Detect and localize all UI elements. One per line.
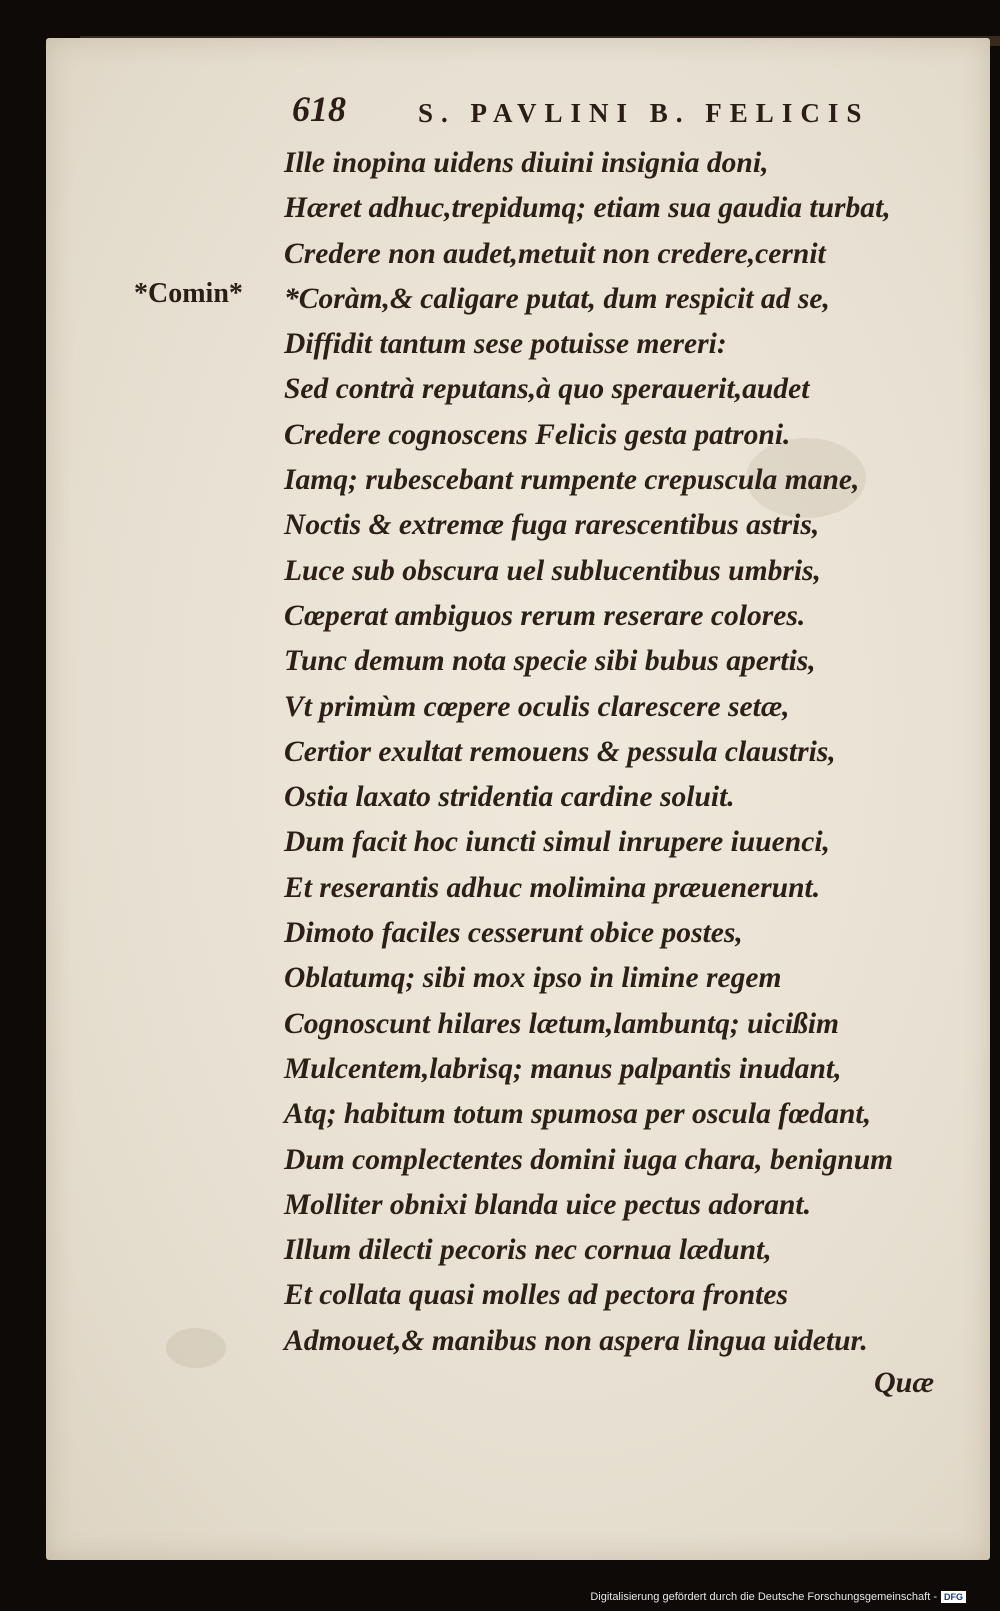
verse-text bbox=[284, 140, 964, 1363]
verse-line: Oblatumq; sibi mox ipso in limine regem bbox=[284, 961, 782, 995]
verse-line: Mulcentem,labrisq; manus palpantis inudant, bbox=[284, 1051, 842, 1085]
credit-text: Digitalisierung gefördert durch die Deutsche Forschungsgemeinschaft - bbox=[590, 1591, 937, 1603]
dfg-logo: DFG bbox=[941, 1591, 966, 1603]
verse-line: Et reserantis adhuc molimina præuenerunt. bbox=[284, 870, 821, 904]
verse-line: Illum dilecti pecoris nec cornua lædunt, bbox=[284, 1233, 772, 1267]
verse-line: Diffidit tantum sese potuisse mereri: bbox=[284, 327, 727, 361]
verse-line: Noctis & extremæ fuga rarescentibus astris, bbox=[284, 508, 820, 542]
page-number: 618 bbox=[292, 89, 346, 129]
verse-line: Hæret adhuc,trepidumq; etiam sua gaudia turbat, bbox=[284, 191, 891, 225]
margin-note: *Comin* bbox=[134, 278, 243, 309]
verse-line: Credere cognoscens Felicis gesta patroni. bbox=[284, 417, 791, 451]
verse-line: Et collata quasi molles ad pectora frontes bbox=[284, 1278, 788, 1312]
digitization-credit bbox=[590, 1591, 966, 1603]
paper-stain bbox=[166, 1328, 226, 1368]
verse-line: Admouet,& manibus non aspera lingua uidetur. bbox=[284, 1323, 868, 1357]
verse-line: Cognoscunt hilares lætum,lambuntq; uicißim bbox=[284, 1006, 840, 1040]
verse-line: Cœperat ambiguos rerum reserare colores. bbox=[284, 598, 806, 632]
verse-line: Vt primùm cœpere oculis clarescere setæ, bbox=[284, 689, 790, 723]
verse-line: Dum facit hoc iuncti simul inrupere iuuenci, bbox=[284, 825, 830, 859]
verse-line: Dimoto faciles cesserunt obice postes, bbox=[284, 916, 743, 950]
verse-line: Ostia laxato stridentia cardine soluit. bbox=[284, 780, 735, 814]
verse-line: Molliter obnixi blanda uice pectus adorant. bbox=[284, 1187, 812, 1221]
verse-line: Certior exultat remouens & pessula claustris, bbox=[284, 734, 836, 768]
catchword: Quæ bbox=[874, 1366, 935, 1399]
verse-line: Credere non audet,metuit non credere,cernit bbox=[284, 236, 826, 270]
verse-line: Dum complectentes domini iuga chara, benignum bbox=[284, 1142, 894, 1176]
running-title: S. PAVLINI B. FELICIS bbox=[418, 98, 870, 128]
verse-line: Luce sub obscura uel sublucentibus umbris, bbox=[284, 553, 821, 587]
verse-line: Atq; habitum totum spumosa per oscula fœdant, bbox=[284, 1097, 872, 1131]
verse-line: Iamq; rubescebant rumpente crepuscula mane, bbox=[284, 463, 860, 497]
page-header bbox=[292, 88, 912, 138]
verse-line: *Coràm,& caligare putat, dum respicit ad se, bbox=[284, 281, 830, 315]
verse-line: Tunc demum nota specie sibi bubus apertis, bbox=[284, 644, 816, 678]
verse-line: Sed contrà reputans,à quo sperauerit,audet bbox=[284, 372, 810, 406]
verse-line: Ille inopina uidens diuini insignia doni, bbox=[284, 146, 769, 179]
